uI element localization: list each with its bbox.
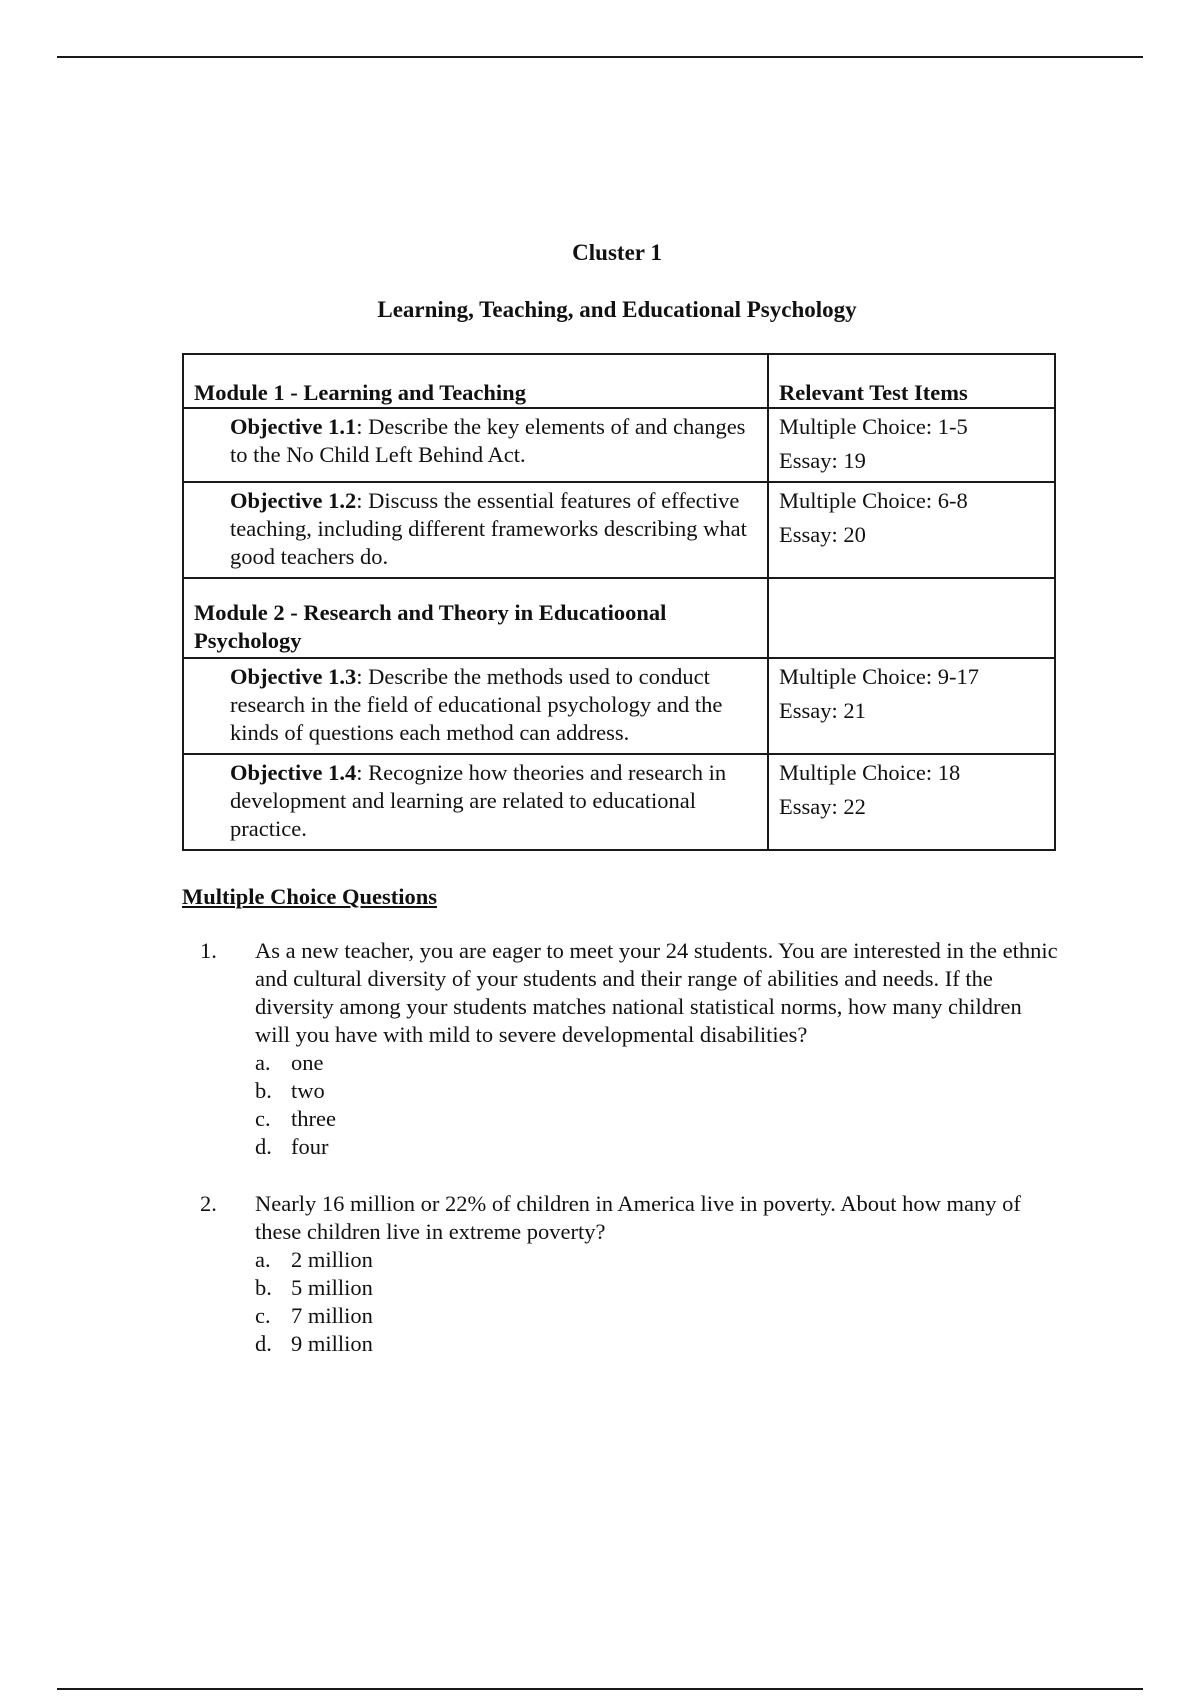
module-title: Module 1 - Learning and Teaching	[183, 354, 768, 408]
module-title: Module 2 - Research and Theory in Educatioonal Psychology	[183, 578, 768, 658]
option-text: four	[291, 1134, 329, 1159]
answer-option	[255, 1133, 1060, 1161]
cluster-subtitle: Learning, Teaching, and Educational Psychology	[377, 297, 857, 322]
objective-text: : Recognize how theories and research in development and learning are related to educational practice.	[230, 760, 727, 841]
objective-text: : Describe the methods used to conduct research in the field of educational psychology and the kinds of questions each method can address.	[230, 664, 723, 745]
multiple-choice-range: Multiple Choice: 6-8	[779, 488, 968, 513]
option-text: 7 million	[291, 1303, 373, 1328]
objective-cell	[183, 408, 768, 482]
essay-item: Essay: 22	[779, 794, 866, 819]
question-number: 1.	[200, 938, 217, 963]
test-items-cell	[768, 408, 1055, 482]
essay-item: Essay: 21	[779, 698, 866, 723]
option-letter: b.	[255, 1275, 272, 1300]
answer-option	[255, 1077, 1060, 1105]
answer-option	[255, 1274, 1060, 1302]
test-items-cell	[768, 754, 1055, 850]
option-text: one	[291, 1050, 324, 1075]
option-text: two	[291, 1078, 325, 1103]
option-text: three	[291, 1106, 336, 1131]
question-text: Nearly 16 million or 22% of children in America live in poverty. About how many of these children live in extreme poverty?	[255, 1191, 1021, 1244]
multiple-choice-range: Multiple Choice: 18	[779, 760, 961, 785]
test-items-cell	[768, 658, 1055, 754]
option-letter: a.	[255, 1050, 271, 1075]
test-items-cell	[768, 482, 1055, 578]
objectives-table	[182, 353, 1056, 851]
option-letter: c.	[255, 1303, 271, 1328]
multiple-choice-range: Multiple Choice: 9-17	[779, 664, 979, 689]
option-letter: b.	[255, 1078, 272, 1103]
option-text: 9 million	[291, 1331, 373, 1356]
objective-label: Objective 1.1	[230, 414, 357, 439]
objective-label: Objective 1.3	[230, 664, 357, 689]
answer-options	[255, 1049, 1060, 1161]
objective-row	[183, 482, 1055, 578]
option-letter: d.	[255, 1331, 272, 1356]
answer-option	[255, 1049, 1060, 1077]
objective-row	[183, 408, 1055, 482]
bottom-rule	[57, 1688, 1143, 1690]
option-text: 2 million	[291, 1247, 373, 1272]
module-2-header-row	[183, 578, 1055, 658]
objective-label: Objective 1.2	[230, 488, 357, 513]
essay-item: Essay: 19	[779, 448, 866, 473]
objective-cell	[183, 482, 768, 578]
question	[200, 937, 1060, 1161]
essay-item: Essay: 20	[779, 522, 866, 547]
objective-cell	[183, 754, 768, 850]
option-letter: c.	[255, 1106, 271, 1131]
option-letter: d.	[255, 1134, 272, 1159]
empty-cell	[768, 578, 1055, 658]
question-number: 2.	[200, 1191, 217, 1216]
objective-row	[183, 658, 1055, 754]
objective-label: Objective 1.4	[230, 760, 357, 785]
answer-option	[255, 1330, 1060, 1358]
top-rule	[57, 56, 1143, 58]
question	[200, 1190, 1060, 1358]
multiple-choice-range: Multiple Choice: 1-5	[779, 414, 968, 439]
mcq-heading: Multiple Choice Questions	[182, 884, 438, 909]
question-text: As a new teacher, you are eager to meet your 24 students. You are interested in the ethnic and cultural diversity of your students and their range of abilities and needs. If the diversity among your students matches national statistical norms, how many children will you have with mild to severe developmental disabilities?	[255, 938, 1058, 1047]
answer-option	[255, 1302, 1060, 1330]
answer-option	[255, 1246, 1060, 1274]
cluster-title: Cluster 1	[572, 240, 662, 265]
option-text: 5 million	[291, 1275, 373, 1300]
option-letter: a.	[255, 1247, 271, 1272]
objective-row	[183, 754, 1055, 850]
objective-text: : Discuss the essential features of effective teaching, including different frameworks describing what good teachers do.	[230, 488, 747, 569]
objective-text: : Describe the key elements of and changes to the No Child Left Behind Act.	[230, 414, 746, 467]
answer-options	[255, 1246, 1060, 1358]
objective-cell	[183, 658, 768, 754]
module-1-header-row	[183, 354, 1055, 408]
answer-option	[255, 1105, 1060, 1133]
relevant-test-items-header: Relevant Test Items	[768, 354, 1055, 408]
